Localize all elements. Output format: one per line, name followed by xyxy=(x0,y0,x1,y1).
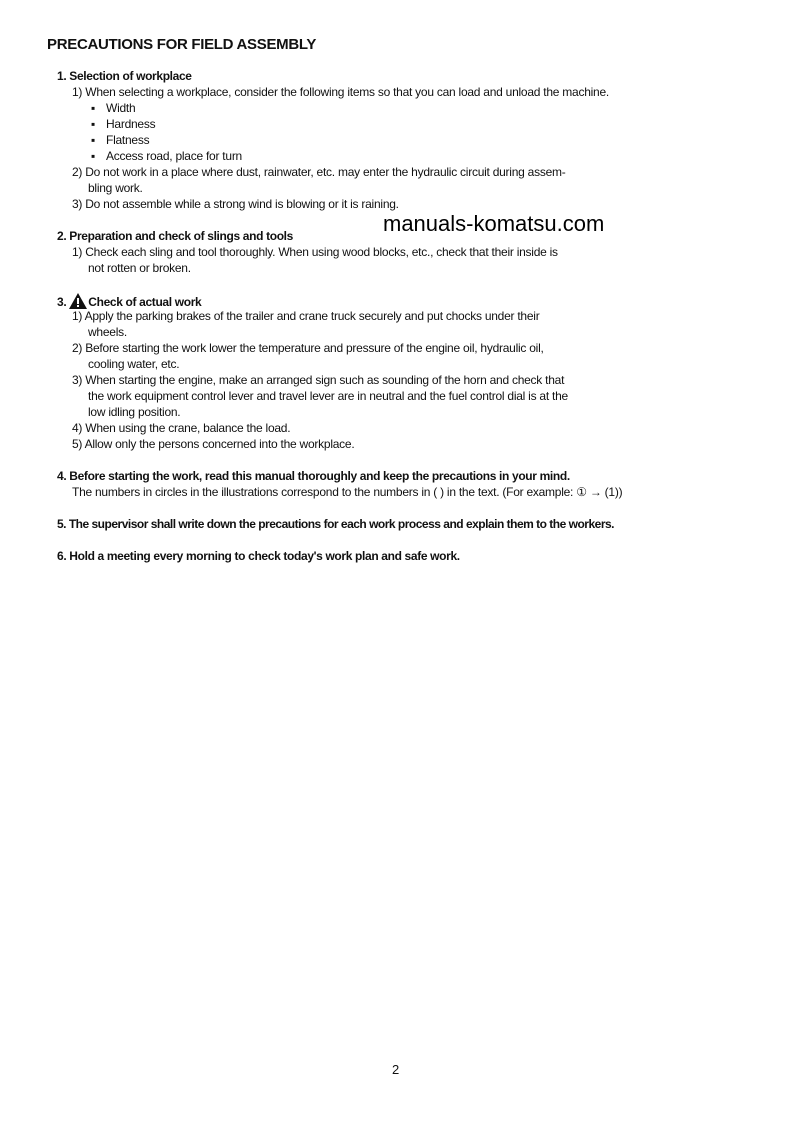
section-3-item-1-cont: wheels. xyxy=(88,325,127,339)
section-3-item-4: 4) When using the crane, balance the load. xyxy=(72,421,291,435)
section-3-heading: Check of actual work xyxy=(88,295,202,309)
section-1-item-1: 1) When selecting a workplace, consider the following items so that you can load and unload the machine. xyxy=(72,85,609,99)
warning-icon xyxy=(69,293,87,309)
watermark: manuals-komatsu.com xyxy=(383,211,605,236)
bullet-icon: ▪ xyxy=(91,133,96,147)
section-4-heading: 4. Before starting the work, read this manual thoroughly and keep the precautions in your mind. xyxy=(57,469,570,483)
section-1-heading: 1. Selection of workplace xyxy=(57,69,192,83)
section-3-item-3: 3) When starting the engine, make an arranged sign such as sounding of the horn and check that xyxy=(72,373,565,387)
section-3-item-3-cont: low idling position. xyxy=(88,405,181,419)
page-title: PRECAUTIONS FOR FIELD ASSEMBLY xyxy=(47,36,317,53)
page-number: 2 xyxy=(392,1062,400,1077)
section-1-item-2: 2) Do not work in a place where dust, rainwater, etc. may enter the hydraulic circuit during assem- xyxy=(72,165,566,179)
bullet-item: Flatness xyxy=(106,133,150,147)
section-3-item-1: 1) Apply the parking brakes of the trailer and crane truck securely and put chocks under their xyxy=(72,309,540,323)
section-3-number: 3. xyxy=(57,295,67,309)
bullet-icon: ▪ xyxy=(91,117,96,131)
bullet-icon: ▪ xyxy=(91,149,96,163)
section-2-item-1-cont: not rotten or broken. xyxy=(88,261,191,275)
section-5-heading: 5. The supervisor shall write down the precautions for each work process and explain them to the workers. xyxy=(57,517,614,531)
section-3-item-2-cont: cooling water, etc. xyxy=(88,357,180,371)
section-3-heading-row xyxy=(57,293,201,309)
section-1-item-3: 3) Do not assemble while a strong wind is blowing or it is raining. xyxy=(72,197,399,211)
bullet-item: Width xyxy=(106,101,136,115)
section-6-heading: 6. Hold a meeting every morning to check today's work plan and safe work. xyxy=(57,549,460,563)
section-1-item-2-cont: bling work. xyxy=(88,181,143,195)
section-3-item-5: 5) Allow only the persons concerned into the workplace. xyxy=(72,437,355,451)
section-3-item-2: 2) Before starting the work lower the temperature and pressure of the engine oil, hydraulic oil, xyxy=(72,341,544,355)
bullet-item: Access road, place for turn xyxy=(106,149,242,163)
section-4-text: The numbers in circles in the illustrations correspond to the numbers in ( ) in the text. (For example: ① → (1)) xyxy=(72,485,623,499)
bullet-item: Hardness xyxy=(106,117,156,131)
section-3-item-3-cont: the work equipment control lever and travel lever are in neutral and the fuel control dial is at the xyxy=(88,389,568,403)
bullet-icon: ▪ xyxy=(91,101,96,115)
section-2-heading: 2. Preparation and check of slings and tools xyxy=(57,229,293,243)
section-2-item-1: 1) Check each sling and tool thoroughly. When using wood blocks, etc., check that their inside is xyxy=(72,245,558,259)
